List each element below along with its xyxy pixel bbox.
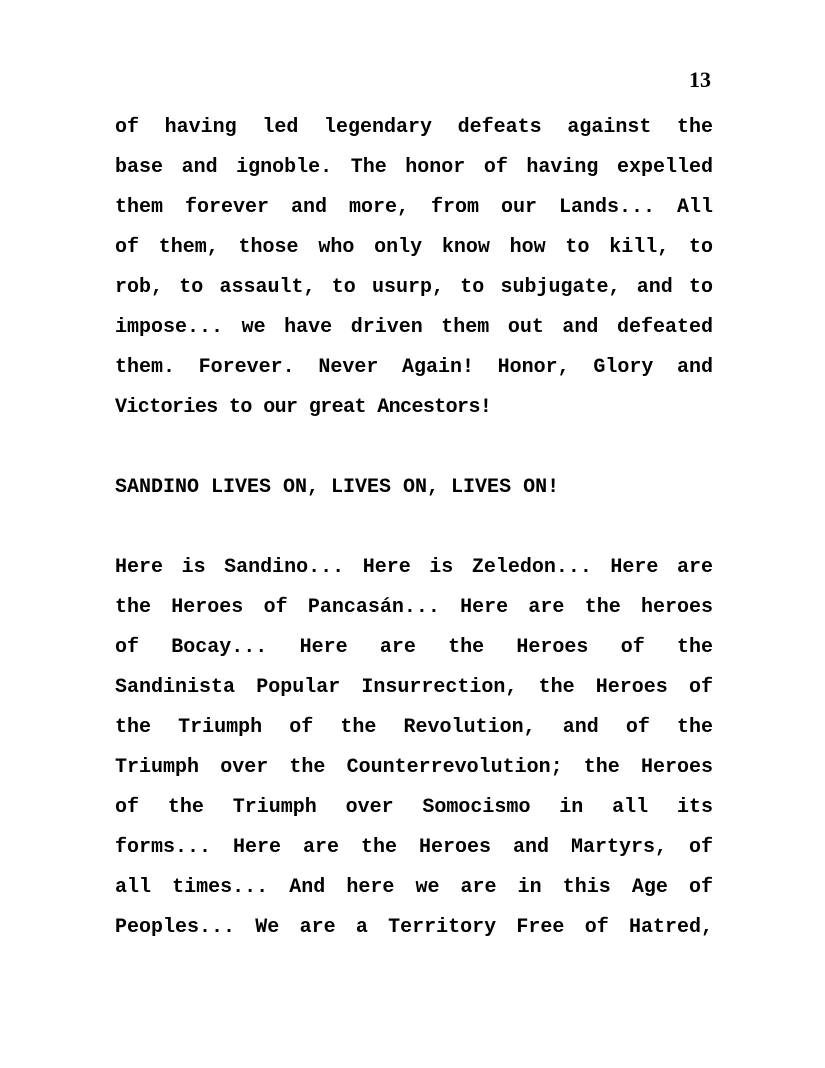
text-line: of Bocay... Here are the Heroes of the — [115, 636, 713, 659]
page-number: 13 — [689, 67, 711, 92]
text-line: rob, to assault, to usurp, to subjugate, and to — [115, 276, 713, 299]
text-line: Triumph over the Counterrevolution; the Heroes — [115, 756, 713, 779]
text-line: base and ignoble. The honor of having expelled — [115, 156, 713, 179]
text-line: of the Triumph over Somocismo in all its — [115, 796, 713, 819]
text-line: Here is Sandino... Here is Zeledon... Here are — [115, 556, 713, 579]
text-line: them. Forever. Never Again! Honor, Glory and — [115, 356, 713, 379]
text-line: all times... And here we are in this Age of — [115, 876, 713, 899]
text-line: the Triumph of the Revolution, and of the — [115, 716, 713, 739]
text-line: Peoples... We are a Territory Free of Hatred, — [115, 916, 713, 939]
text-line: impose... we have driven them out and defeated — [115, 316, 713, 339]
heading-line: SANDINO LIVES ON, LIVES ON, LIVES ON! — [115, 476, 560, 499]
text-line: of having led legendary defeats against the — [115, 116, 713, 139]
text-line: forms... Here are the Heroes and Martyrs, of — [115, 836, 713, 859]
text-line: Sandinista Popular Insurrection, the Heroes of — [115, 676, 713, 699]
text-line: of them, those who only know how to kill, to — [115, 236, 713, 259]
text-line: them forever and more, from our Lands... All — [115, 196, 713, 219]
text-line: Victories to our great Ancestors! — [115, 396, 492, 419]
text-line: the Heroes of Pancasán... Here are the heroes — [115, 596, 713, 619]
